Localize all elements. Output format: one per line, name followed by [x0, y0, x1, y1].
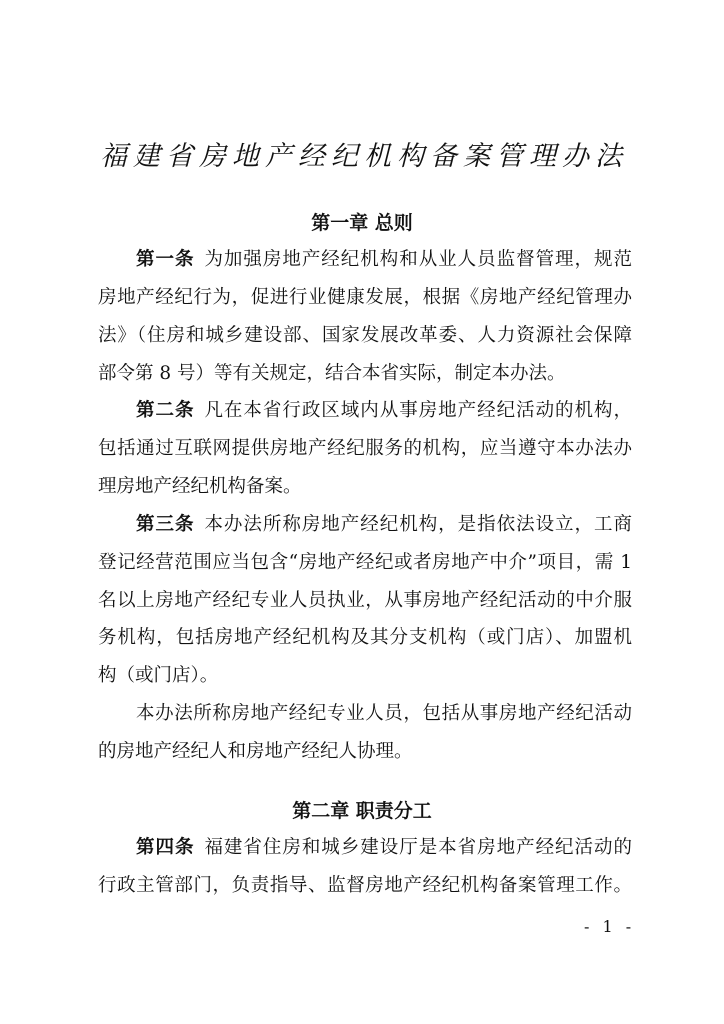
- article-3-label: 第三条: [136, 514, 195, 535]
- article-4-label: 第四条: [136, 837, 195, 858]
- article-2-text-1: 凡在本省行政区域内从事房地产经纪活动的机构，: [204, 400, 632, 421]
- article-1-line-3: 法》（住房和城乡建设部、国家发展改革委、人力资源社会保障: [98, 325, 632, 346]
- article-1-line-1: [136, 248, 632, 272]
- article-1-line-2: 房地产经纪行为，促进行业健康发展，根据《房地产经纪管理办: [98, 287, 632, 308]
- article-3-line-5: 构（或门店）。: [98, 665, 219, 686]
- article-4-line-2: 行政主管部门，负责指导、监督房地产经纪机构备案管理工作。: [98, 875, 632, 896]
- article-4-text-1: 福建省住房和城乡建设厅是本省房地产经纪活动的: [204, 837, 632, 858]
- article-2-line-3: 理房地产经纪机构备案。: [98, 476, 302, 497]
- article-1-text-1: 为加强房地产经纪机构和从业人员监督管理，规范: [204, 249, 632, 270]
- document-title: 福建省房地产经纪机构备案管理办法: [100, 141, 628, 172]
- page-number: - 1 -: [584, 917, 636, 936]
- article-1-line-4: 部令第 8 号）等有关规定，结合本省实际，制定本办法。: [98, 363, 566, 384]
- chapter-heading-1: 第一章 总则: [311, 212, 413, 234]
- article-2-label: 第二条: [136, 400, 195, 421]
- chapter-heading-2: 第二章 职责分工: [292, 800, 432, 822]
- article-3-para-2-line-2: 的房地产经纪人和房地产经纪人协理。: [98, 741, 413, 762]
- article-3-line-1: [136, 513, 632, 537]
- article-2-line-2: 包括通过互联网提供房地产经纪服务的机构，应当遵守本办法办: [98, 438, 632, 459]
- article-3-line-3: 名以上房地产经纪专业人员执业，从事房地产经纪活动的中介服: [98, 590, 632, 611]
- article-3-para-2-line-1: 本办法所称房地产经纪专业人员，包括从事房地产经纪活动: [136, 703, 632, 724]
- article-3-line-4: 务机构，包括房地产经纪机构及其分支机构（或门店）、加盟机: [98, 627, 632, 648]
- article-4-line-1: [136, 836, 632, 860]
- article-2-line-1: [136, 399, 632, 423]
- article-1-label: 第一条: [136, 249, 195, 270]
- article-3-text-1: 本办法所称房地产经纪机构，是指依法设立，工商: [204, 514, 632, 535]
- article-3-line-2: 登记经营范围应当包含“房地产经纪或者房地产中介”项目，需 1: [98, 552, 632, 573]
